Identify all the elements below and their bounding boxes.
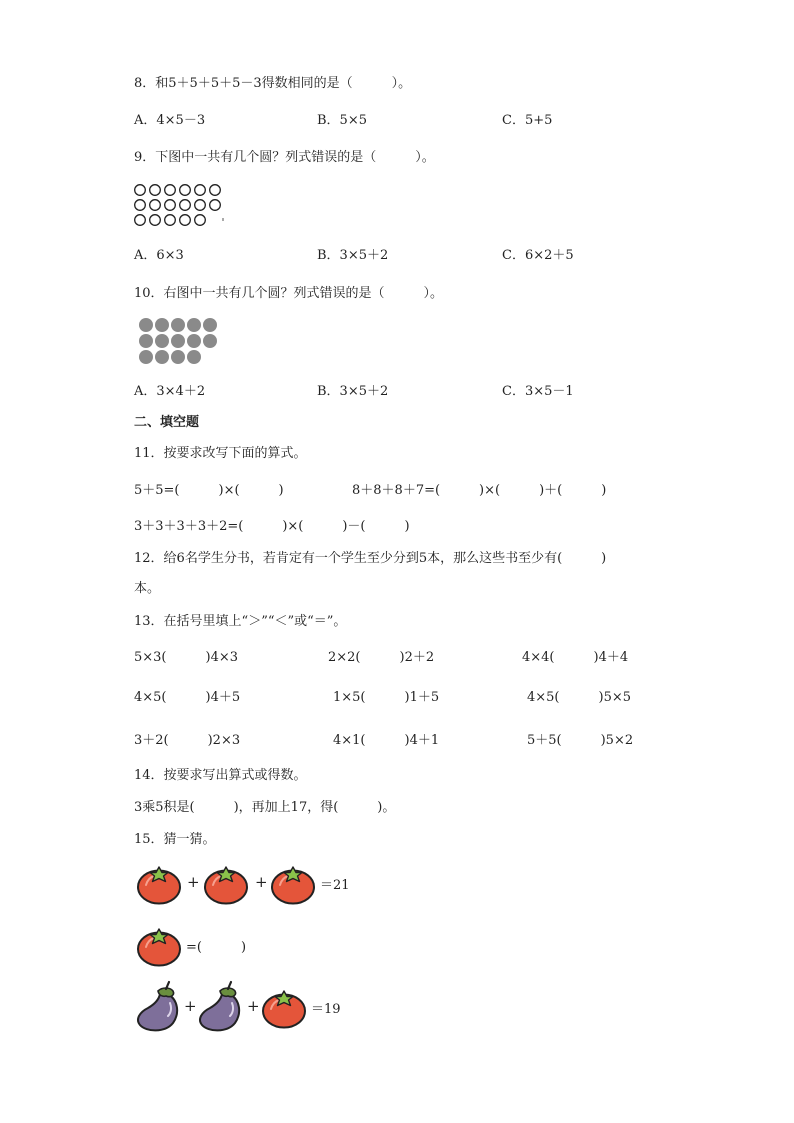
grey-dot <box>171 350 185 364</box>
q13-item: 5＋5( )5×2 <box>527 733 634 748</box>
grey-dot <box>139 350 153 364</box>
hollow-circle <box>180 215 191 226</box>
question-15-stem: 15．猜一猜。 <box>134 832 216 847</box>
question-14-stem: 14．按要求写出算式或得数。 <box>134 768 307 783</box>
hollow-circle <box>135 215 146 226</box>
hollow-circle <box>135 200 146 211</box>
question-10-stem: 10．右图中一共有几个圆？列式错误的是（ ）。 <box>134 286 444 301</box>
tomato-icon <box>203 863 249 905</box>
q13-item: 4×4( )4＋4 <box>522 650 629 665</box>
hollow-circle <box>150 200 161 211</box>
q11-expression-3: 3＋3＋3＋3＋2=( )×( )－( ) <box>134 519 410 534</box>
grey-dot <box>203 318 217 332</box>
hollow-circle <box>210 200 221 211</box>
question-12-line-2: 本。 <box>134 581 161 596</box>
tomato-icon <box>136 863 182 905</box>
hollow-circle <box>195 200 206 211</box>
tomato-icon <box>270 863 316 905</box>
eggplant-icon <box>134 981 182 1033</box>
hollow-circle <box>165 185 176 196</box>
hollow-circle <box>150 215 161 226</box>
grey-dot <box>187 334 201 348</box>
q9-option-b: B．3×5＋2 <box>317 248 389 263</box>
q11-expression-1: 5＋5=( )×( ) <box>134 483 284 498</box>
hollow-circle <box>210 185 221 196</box>
plus-sign: + <box>255 873 268 891</box>
hollow-circle <box>195 215 206 226</box>
q10-option-b: B．3×5＋2 <box>317 384 389 399</box>
plus-sign: + <box>187 873 200 891</box>
q8-option-b: B．5×5 <box>317 113 367 128</box>
question-9-stem: 9．下图中一共有几个圆？列式错误的是（ ）。 <box>134 150 435 165</box>
grey-dot <box>155 318 169 332</box>
q9-circle-figure <box>134 183 234 229</box>
plus-sign: + <box>247 997 260 1015</box>
hollow-circle <box>150 185 161 196</box>
q13-item: 4×5( )5×5 <box>527 690 632 705</box>
q13-item: 4×1( )4＋1 <box>333 733 440 748</box>
tomato-icon <box>136 925 182 967</box>
eggplant-icon <box>196 981 244 1033</box>
tomato-answer: =( ) <box>186 940 247 955</box>
q9-option-c: C．6×2＋5 <box>502 248 574 263</box>
question-14-line: 3乘5积是( )，再加上17，得( )。 <box>134 800 396 815</box>
grey-dot <box>155 334 169 348</box>
plus-sign: + <box>184 997 197 1015</box>
section-heading: 二、填空题 <box>134 415 200 430</box>
q13-item: 3＋2( )2×3 <box>134 733 241 748</box>
q13-item: 2×2( )2＋2 <box>328 650 435 665</box>
q10-option-a: A．3×4＋2 <box>134 384 206 399</box>
q10-option-c: C．3×5－1 <box>502 384 574 399</box>
q8-option-c: C．5+5 <box>502 113 553 128</box>
grey-dot <box>139 334 153 348</box>
q9-option-a: A．6×3 <box>134 248 184 263</box>
q10-dot-figure <box>138 317 228 367</box>
hollow-circle <box>195 185 206 196</box>
question-12-line-1: 12．给6名学生分书，若肯定有一个学生至少分到5本，那么这些书至少有( ) <box>134 551 607 566</box>
q13-item: 1×5( )1＋5 <box>333 690 440 705</box>
equation-result-2: ＝19 <box>311 1002 341 1017</box>
question-8-stem: 8．和5＋5＋5＋5－3得数相同的是（ ）。 <box>134 76 412 91</box>
hollow-circle <box>165 200 176 211</box>
grey-dot <box>155 350 169 364</box>
hollow-circle <box>135 185 146 196</box>
grey-dot <box>139 318 153 332</box>
grey-dot <box>171 318 185 332</box>
equation-result-1: ＝21 <box>320 878 350 893</box>
q13-item: 4×5( )4＋5 <box>134 690 241 705</box>
hollow-circle <box>180 185 191 196</box>
q11-expression-2: 8＋8＋8＋7=( )×( )＋( ) <box>352 483 607 498</box>
question-13-stem: 13．在括号里填上“＞”“＜”或“＝”。 <box>134 614 347 629</box>
grey-dot <box>187 350 201 364</box>
tomato-icon <box>261 987 307 1029</box>
grey-dot <box>203 334 217 348</box>
question-11-stem: 11．按要求改写下面的算式。 <box>134 446 307 461</box>
hollow-circle <box>180 200 191 211</box>
hollow-circle <box>165 215 176 226</box>
grey-dot <box>187 318 201 332</box>
q8-option-a: A．4×5－3 <box>134 113 206 128</box>
grey-dot <box>171 334 185 348</box>
q13-item: 5×3( )4×3 <box>134 650 239 665</box>
